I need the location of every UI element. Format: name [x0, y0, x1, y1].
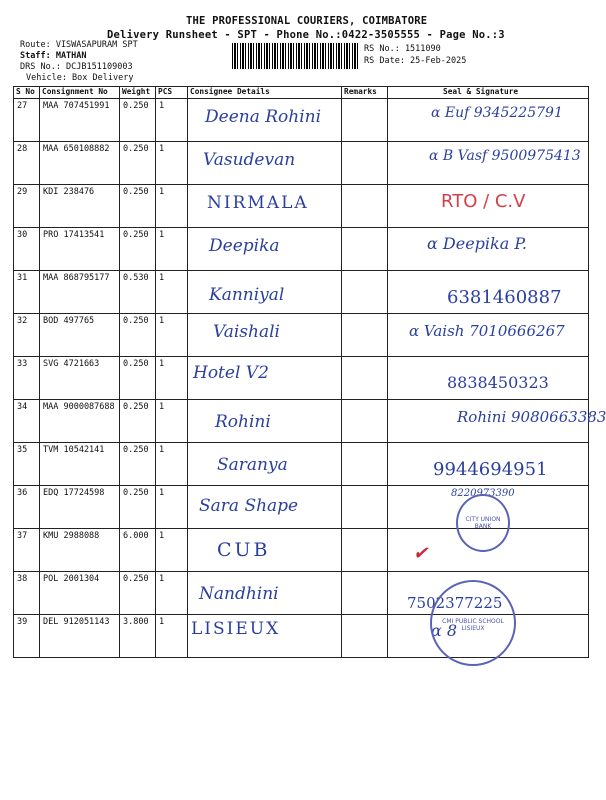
- weight-cell: 0.250: [120, 486, 156, 529]
- weight-cell: 6.000: [120, 529, 156, 572]
- runsheet-table: [13, 86, 606, 658]
- col-header: PCS: [156, 87, 188, 99]
- company-title: THE PROFESSIONAL COURIERS, COIMBATORE: [186, 15, 428, 27]
- vehicle-label: Vehicle: Box Delivery: [26, 73, 134, 83]
- consignment-cell: TVM 10542141: [40, 443, 120, 486]
- weight-cell: 0.530: [120, 271, 156, 314]
- consignee-cell: [188, 185, 342, 228]
- pcs-cell: 1: [156, 99, 188, 142]
- table-row: [14, 271, 589, 314]
- consignee-cell: [188, 615, 342, 658]
- col-header: Weight: [120, 87, 156, 99]
- signature-handwriting: 8220973390: [451, 488, 515, 499]
- rto-remark: RTO / C.V: [441, 191, 526, 212]
- signature-handwriting: α Deepika P.: [427, 234, 527, 253]
- table-row: [14, 228, 589, 271]
- pcs-cell: 1: [156, 271, 188, 314]
- col-header: S No: [14, 87, 40, 99]
- consignment-cell: PRO 17413541: [40, 228, 120, 271]
- table-header-row: [14, 87, 589, 99]
- table-row: [14, 314, 589, 357]
- sno-cell: 31: [14, 271, 40, 314]
- table-row: [14, 99, 589, 142]
- weight-cell: 0.250: [120, 142, 156, 185]
- sno-cell: 38: [14, 572, 40, 615]
- weight-cell: 3.800: [120, 615, 156, 658]
- signature-handwriting: 6381460887: [447, 287, 562, 308]
- signature-handwriting: Rohini 9080663383: [457, 408, 606, 426]
- sno-cell: 39: [14, 615, 40, 658]
- consignee-handwriting: Kanniyal: [209, 285, 285, 305]
- consignment-cell: POL 2001304: [40, 572, 120, 615]
- consignee-handwriting: Vaishali: [213, 322, 280, 342]
- consignee-handwriting: Hotel V2: [193, 363, 269, 383]
- sno-cell: 36: [14, 486, 40, 529]
- weight-cell: 0.250: [120, 357, 156, 400]
- remarks-cell: [342, 142, 388, 185]
- pcs-cell: 1: [156, 357, 188, 400]
- consignee-cell: [188, 314, 342, 357]
- sno-cell: 34: [14, 400, 40, 443]
- signature-cell: [388, 400, 606, 443]
- remarks-cell: [342, 443, 388, 486]
- weight-cell: 0.250: [120, 572, 156, 615]
- pcs-cell: 1: [156, 443, 188, 486]
- consignment-cell: BOD 497765: [40, 314, 120, 357]
- consignee-handwriting: NIRMALA: [207, 193, 309, 213]
- consignee-cell: [188, 99, 342, 142]
- col-header: Remarks: [342, 87, 388, 99]
- consignee-handwriting: LISIEUX: [191, 619, 281, 639]
- remarks-cell: [342, 572, 388, 615]
- remarks-cell: [342, 357, 388, 400]
- route-label: Route: VISWASAPURAM SPT: [20, 40, 138, 50]
- bank-seal-text: CITY UNION BANK: [465, 516, 501, 530]
- signature-cell: [388, 271, 589, 314]
- signature-cell: [388, 443, 589, 486]
- pcs-cell: 1: [156, 185, 188, 228]
- rs-number: RS No.: 1511090: [364, 44, 441, 54]
- signature-handwriting: 7502377225: [407, 594, 503, 612]
- remarks-cell: [342, 529, 388, 572]
- drs-label: DRS No.: DCJB151109003: [20, 62, 133, 72]
- remarks-cell: [342, 486, 388, 529]
- sno-cell: 37: [14, 529, 40, 572]
- table-row: [14, 357, 589, 400]
- pcs-cell: 1: [156, 400, 188, 443]
- signature-handwriting: α B Vasf 9500975413: [429, 148, 581, 164]
- col-header: Consignment No: [40, 87, 120, 99]
- remarks-cell: [342, 615, 388, 658]
- signature-handwriting: 8838450323: [447, 373, 549, 392]
- sno-cell: 33: [14, 357, 40, 400]
- consignee-handwriting: Deena Rohini: [205, 107, 322, 127]
- signature-handwriting: 9944694951: [433, 459, 548, 480]
- signature-cell: [388, 314, 589, 357]
- weight-cell: 0.250: [120, 400, 156, 443]
- signature-cell: [388, 228, 589, 271]
- consignee-handwriting: Vasudevan: [203, 150, 296, 170]
- pcs-cell: 1: [156, 142, 188, 185]
- consignee-cell: [188, 228, 342, 271]
- signature-cell: [388, 99, 589, 142]
- table-row: [14, 443, 589, 486]
- table-row: [14, 400, 589, 443]
- remarks-cell: [342, 185, 388, 228]
- school-seal-text: CMI PUBLIC SCHOOL LISIEUX: [442, 618, 504, 632]
- table-row: [14, 185, 589, 228]
- weight-cell: 0.250: [120, 185, 156, 228]
- consignee-cell: [188, 443, 342, 486]
- signature-handwriting: ✔: [413, 543, 429, 564]
- staff-label: Staff: MATHAN: [20, 51, 87, 61]
- remarks-cell: [342, 271, 388, 314]
- consignment-cell: MAA 650108882: [40, 142, 120, 185]
- consignee-handwriting: Nandhini: [199, 584, 279, 604]
- consignee-cell: [188, 271, 342, 314]
- signature-cell: [388, 357, 589, 400]
- consignee-cell: [188, 572, 342, 615]
- sno-cell: 30: [14, 228, 40, 271]
- remarks-cell: [342, 99, 388, 142]
- signature-handwriting: α Euf 9345225791: [431, 105, 563, 121]
- consignee-handwriting: Saranya: [217, 455, 288, 475]
- consignment-cell: MAA 707451991: [40, 99, 120, 142]
- weight-cell: 0.250: [120, 99, 156, 142]
- barcode-image: [232, 43, 358, 69]
- school-seal: [430, 580, 516, 666]
- sno-cell: 32: [14, 314, 40, 357]
- consignment-cell: DEL 912051143: [40, 615, 120, 658]
- pcs-cell: 1: [156, 572, 188, 615]
- signature-handwriting: α Vaish 7010666267: [409, 322, 565, 340]
- consignment-cell: KMU 2988088: [40, 529, 120, 572]
- remarks-cell: [342, 228, 388, 271]
- sno-cell: 29: [14, 185, 40, 228]
- consignee-handwriting: Sara Shape: [199, 496, 299, 516]
- consignment-cell: MAA 9000087688: [40, 400, 120, 443]
- consignee-handwriting: Deepika: [209, 236, 280, 256]
- bank-seal: [456, 494, 510, 552]
- weight-cell: 0.250: [120, 314, 156, 357]
- consignment-cell: MAA 868795177: [40, 271, 120, 314]
- pcs-cell: 1: [156, 529, 188, 572]
- signature-cell: [388, 142, 589, 185]
- runsheet-subtitle: Delivery Runsheet - SPT - Phone No.:0422-3505555 - Page No.:3: [107, 29, 505, 41]
- signature-handwriting: α 8: [431, 621, 458, 640]
- table-row: [14, 142, 589, 185]
- sno-cell: 28: [14, 142, 40, 185]
- consignee-handwriting: CUB: [217, 539, 271, 561]
- col-header: Seal & Signature: [388, 87, 589, 99]
- rs-date: RS Date: 25-Feb-2025: [364, 56, 467, 66]
- consignee-cell: [188, 400, 342, 443]
- consignee-cell: [188, 357, 342, 400]
- weight-cell: 0.250: [120, 443, 156, 486]
- pcs-cell: 1: [156, 314, 188, 357]
- sno-cell: 27: [14, 99, 40, 142]
- consignment-cell: SVG 4721663: [40, 357, 120, 400]
- col-header: Consignee Details: [188, 87, 342, 99]
- remarks-cell: [342, 314, 388, 357]
- pcs-cell: 1: [156, 228, 188, 271]
- consignment-cell: EDQ 17724598: [40, 486, 120, 529]
- consignment-cell: KDI 238476: [40, 185, 120, 228]
- sno-cell: 35: [14, 443, 40, 486]
- weight-cell: 0.250: [120, 228, 156, 271]
- consignee-cell: [188, 486, 342, 529]
- signature-cell: [388, 185, 589, 228]
- consignee-cell: [188, 529, 342, 572]
- consignee-cell: [188, 142, 342, 185]
- pcs-cell: 1: [156, 615, 188, 658]
- remarks-cell: [342, 400, 388, 443]
- pcs-cell: 1: [156, 486, 188, 529]
- consignee-handwriting: Rohini: [215, 412, 271, 432]
